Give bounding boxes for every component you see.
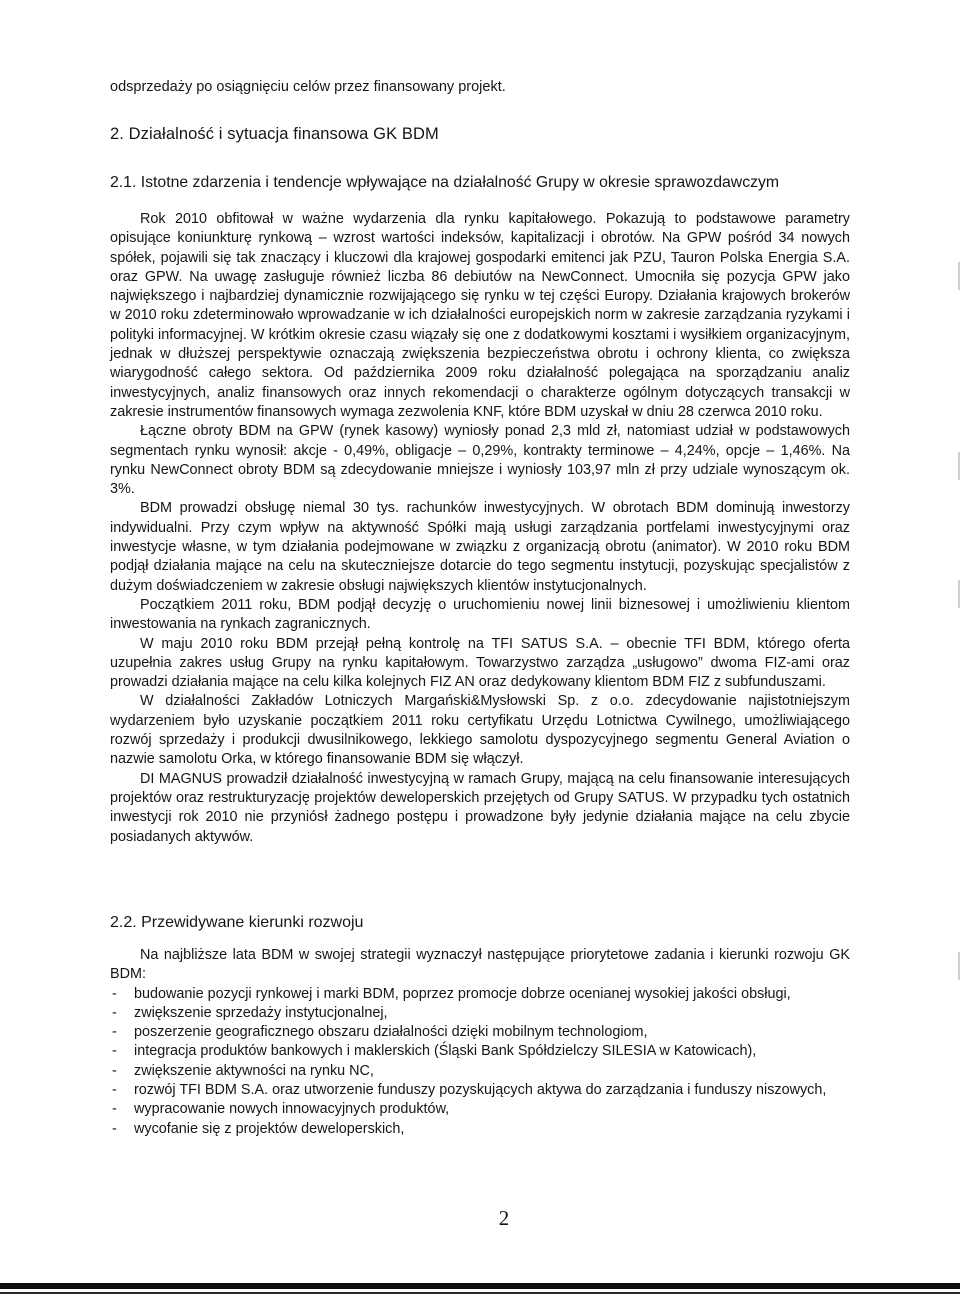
subsection-heading-2-2: 2.2. Przewidywane kierunki rozwoju	[110, 914, 364, 931]
priorities-list	[110, 985, 850, 1139]
paragraph: Rok 2010 obfitował w ważne wydarzenia dla rynku kapitałowego. Pokazują to podstawowe parametry opisujące koniunkturę rynkową – wzrost wartości indeksów, kapitalizacji i obrotów. Na GPW pośród 34 nowych spółek, pojawili się tak znaczący i kluczowi dla krajowej gospodarki emitenci jak PZU, Tauron Polska Energia S.A. oraz GPW. Na uwagę zasługuje również liczba 86 debiutów na NewConnect. Umocniła się pozycja GPW jako największego i najbardziej dynamicznie rozwijającego się rynku w tej części Europy. Działania krajowych brokerów w 2010 roku zdeterminowało wprowadzanie w ich działalności europejskich norm w zakresie zarządzania ryzykami i polityki informacyjnej. W krótkim okresie czasu wiązały się one z dodatkowymi kosztami i wysiłkiem organizacyjnym, jednak w dłuższej perspektywie oznaczają zwiększenia bezpieczeństwa obrotu i ochrony klienta, co zwiększa wiarygodność całego sektora. Od października 2009 roku działalność polegająca na sporządzaniu analiz inwestycyjnych, analiz finansowych oraz innych rekomendacji o charakterze ogólnym dotyczących transakcji w zakresie instrumentów finansowych wymaga zezwolenia KNF, które BDM uzyskał w dniu 28 czerwca 2010 roku.	[110, 211, 850, 420]
paragraph: Na najbliższe lata BDM w swojej strategii wyznaczył następujące priorytetowe zadania i kierunki rozwoju GK BDM:	[110, 947, 850, 983]
section-2-2-body	[110, 946, 850, 1139]
section-2-1-body	[110, 210, 850, 847]
paragraph: DI MAGNUS prowadził działalność inwestycyjną w ramach Grupy, mającą na celu finansowanie interesujących projektów oraz restrukturyzację projektów deweloperskich przejętych od Grupy SATUS. W przypadku tych ostatnich inwestycji rok 2010 nie przyniósł żadnego postępu i prowadzone były jedynie działania mające na celu zbycie posiadanych aktywów.	[110, 770, 850, 845]
paragraph: Łączne obroty BDM na GPW (rynek kasowy) wyniosły ponad 2,3 mld zł, natomiast udział w podstawowych segmentach rynku wynosił: akcje - 0,49%, obligacje – 0,29%, kontrakty terminowe – 4,24%, opcje – 1,46%. Na rynku NewConnect obroty BDM są zdecydowanie mniejsze i wyniosły 103,97 mln zł przy udziale wynoszącym ok. 3%.	[110, 423, 850, 498]
paragraph: Początkiem 2011 roku, BDM podjął decyzję o uruchomieniu nowej linii biznesowej i umożliwieniu klientom inwestowania na rynkach zagranicznych.	[110, 596, 850, 633]
subsection-heading-2-1: 2.1. Istotne zdarzenia i tendencje wpływające na działalność Grupy w okresie sprawozdawczym	[110, 174, 780, 191]
list-item: - wypracowanie nowych innowacyjnych produktów,	[110, 1100, 850, 1119]
list-item: - wycofanie się z projektów deweloperskich,	[110, 1120, 850, 1139]
paragraph: W działalności Zakładów Lotniczych Margański&Mysłowski Sp. z o.o. zdecydowanie najistotniejszym wydarzeniem było uzyskanie początkiem 2011 roku certyfikatu Urzędu Lotnictwa Cywilnego, umożliwiającego rozwój sprzedaży i produkcji dwusilnikowego, lekkiego samolotu dyspozycyjnego segmentu General Aviation o nazwie samolotu Orka, w którego finansowanie BDM się włączył.	[110, 693, 850, 768]
continuation-line: odsprzedaży po osiągnięciu celów przez finansowany projekt.	[110, 79, 506, 95]
list-item: - zwiększenie aktywności na rynku NC,	[110, 1062, 850, 1081]
paragraph: W maju 2010 roku BDM przejął pełną kontrolę na TFI SATUS S.A. – obecnie TFI BDM, którego oferta uzupełnia zakres usług Grupy na rynku kapitałowym. Towarzystwo zarządza „usługowo” dwoma FIZ-ami oraz prowadzi działania mające na celu kilka kolejnych FIZ AN oraz dedykowany klientom BDM FIZ z subfunduszami.	[110, 635, 850, 691]
list-item: - integracja produktów bankowych i maklerskich (Śląski Bank Spółdzielczy SILESIA w Katowicach),	[110, 1042, 850, 1061]
paragraph: BDM prowadzi obsługę niemal 30 tys. rachunków inwestycyjnych. W obrotach BDM dominują inwestorzy indywidualni. Przy czym wpływ na aktywność Spółki mają usługi zarządzania portfelami inwestycyjnymi oraz inwestycje własne, w tym działania podejmowane w związku z organizacją obrotu (animator). W 2010 roku BDM podjął działania mające na celu na skuteczniejsze dotarcie do tego segmentu instytucji, pozyskując specjalistów z dużym doświadczeniem w zakresie obsługi największych klientów instytucjonalnych.	[110, 500, 850, 594]
footer-rule	[0, 1283, 960, 1289]
list-item: - budowanie pozycji rynkowej i marki BDM, poprzez promocje dobrze ocenianej wysokiej jakości obsługi,	[110, 985, 850, 1004]
page-number: 2	[498, 1206, 510, 1230]
list-item: - rozwój TFI BDM S.A. oraz utworzenie funduszy pozyskujących aktywa do zarządzania i funduszy niszowych,	[110, 1081, 850, 1100]
footer-rule-thin	[0, 1292, 960, 1294]
section-heading: 2. Działalność i sytuacja finansowa GK BDM	[110, 125, 439, 143]
list-item: - zwiększenie sprzedaży instytucjonalnej,	[110, 1004, 850, 1023]
list-item: - poszerzenie geograficznego obszaru działalności dzięki mobilnym technologiom,	[110, 1023, 850, 1042]
